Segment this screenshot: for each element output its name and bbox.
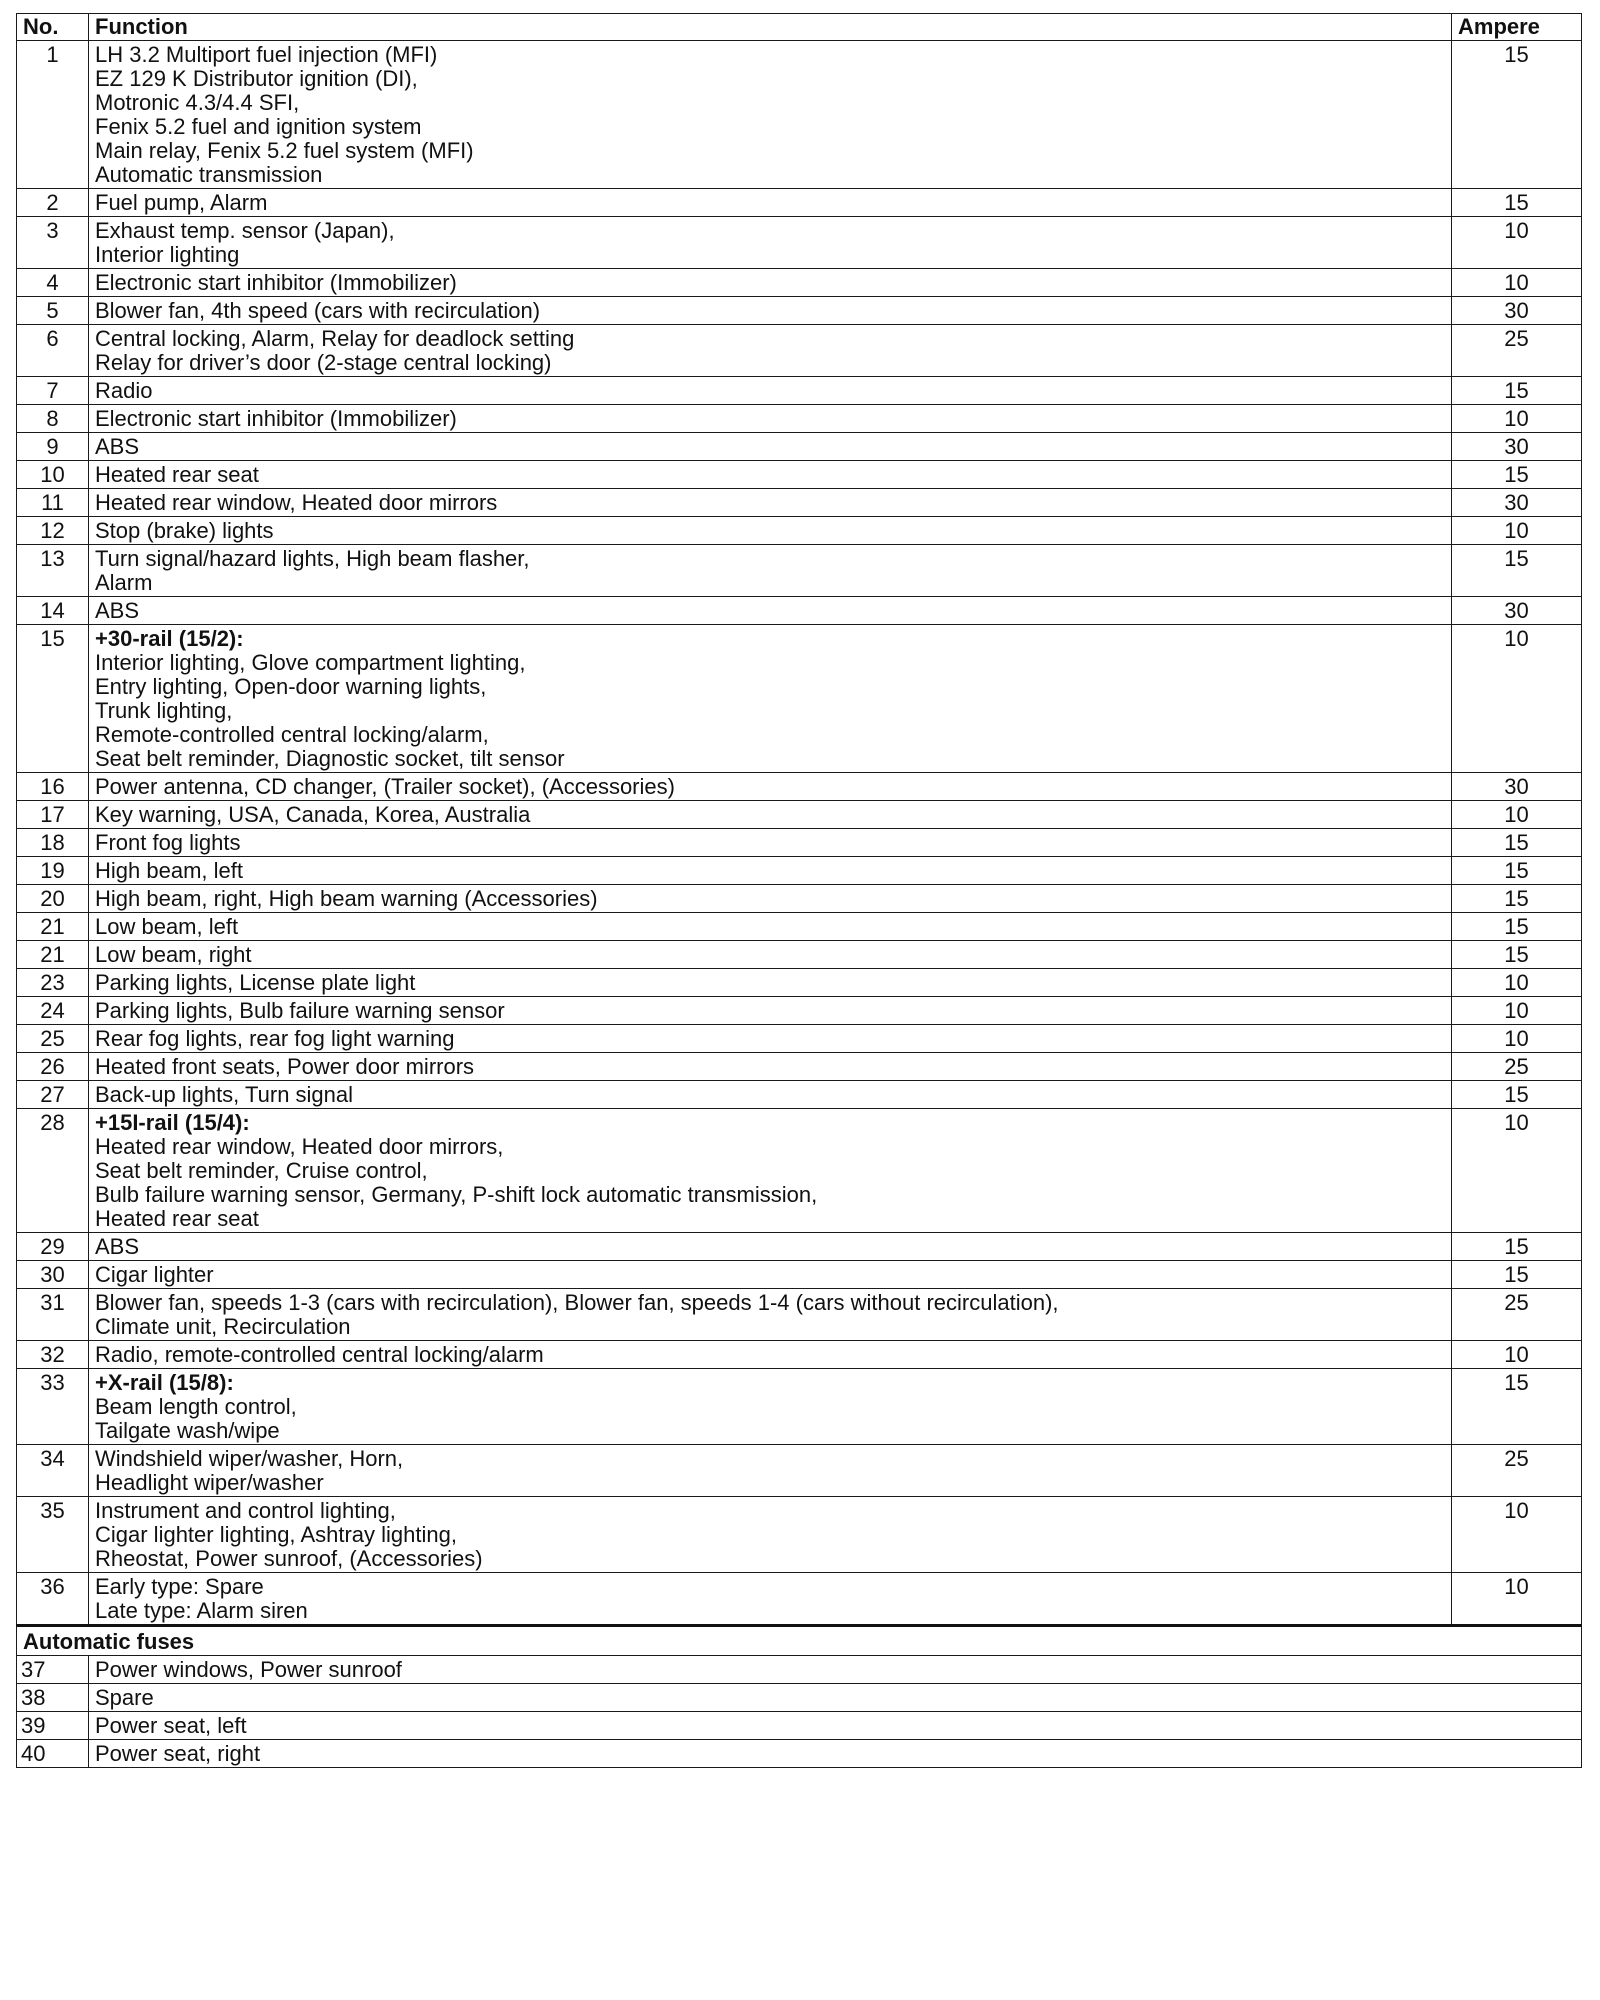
- fuse-function: [89, 189, 1452, 217]
- fuse-function: Spare: [89, 1684, 1582, 1712]
- function-line: Remote-controlled central locking/alarm,: [95, 722, 489, 747]
- function-line: Rheostat, Power sunroof, (Accessories): [95, 1546, 483, 1571]
- fuse-function: [89, 433, 1452, 461]
- function-line: ABS: [95, 434, 140, 459]
- fuse-rows: [17, 41, 1582, 1626]
- fuse-number: 25: [17, 1025, 89, 1053]
- table-row: [17, 1233, 1582, 1261]
- function-line: Motronic 4.3/4.4 SFI,: [95, 90, 300, 115]
- function-line: High beam, right, High beam warning (Accessories): [95, 886, 598, 911]
- fuse-ampere: 25: [1452, 1445, 1582, 1497]
- fuse-ampere: 15: [1452, 461, 1582, 489]
- header-ampere: Ampere: [1452, 14, 1582, 41]
- table-row: [17, 1081, 1582, 1109]
- fuse-number: 23: [17, 969, 89, 997]
- fuse-ampere: 15: [1452, 829, 1582, 857]
- fuse-number: 12: [17, 517, 89, 545]
- function-line: EZ 129 K Distributor ignition (DI),: [95, 66, 418, 91]
- fuse-table: [16, 13, 1582, 1768]
- table-row: [17, 997, 1582, 1025]
- fuse-number: 6: [17, 325, 89, 377]
- function-line: Tailgate wash/wipe: [95, 1418, 280, 1443]
- automatic-fuse-rows: [17, 1626, 1582, 1768]
- fuse-function: [89, 1341, 1452, 1369]
- fuse-function: [89, 461, 1452, 489]
- fuse-ampere: 10: [1452, 517, 1582, 545]
- function-line: Rear fog lights, rear fog light warning: [95, 1026, 455, 1051]
- fuse-number: 40: [17, 1740, 89, 1768]
- function-line: Central locking, Alarm, Relay for deadlock setting: [95, 326, 575, 351]
- fuse-function: [89, 489, 1452, 517]
- table-row: [17, 269, 1582, 297]
- fuse-ampere: 25: [1452, 325, 1582, 377]
- fuse-function: [89, 1025, 1452, 1053]
- fuse-ampere: 10: [1452, 1341, 1582, 1369]
- fuse-number: 38: [17, 1684, 89, 1712]
- function-line: Heated rear window, Heated door mirrors,: [95, 1134, 504, 1159]
- function-line: Turn signal/hazard lights, High beam flasher,: [95, 546, 530, 571]
- fuse-number: 8: [17, 405, 89, 433]
- fuse-ampere: 10: [1452, 1025, 1582, 1053]
- table-row: [17, 773, 1582, 801]
- fuse-number: 35: [17, 1497, 89, 1573]
- fuse-number: 36: [17, 1573, 89, 1626]
- fuse-number: 37: [17, 1656, 89, 1684]
- function-line: Radio: [95, 378, 153, 403]
- fuse-number: 39: [17, 1712, 89, 1740]
- table-row: [17, 1573, 1582, 1626]
- fuse-ampere: 30: [1452, 773, 1582, 801]
- fuse-function: [89, 1497, 1452, 1573]
- table-row: [17, 217, 1582, 269]
- fuse-number: 4: [17, 269, 89, 297]
- fuse-ampere: 15: [1452, 189, 1582, 217]
- function-line: Interior lighting: [95, 242, 240, 267]
- function-line: Back-up lights, Turn signal: [95, 1082, 354, 1107]
- fuse-ampere: 15: [1452, 857, 1582, 885]
- rail-heading: +30-rail (15/2):: [95, 626, 244, 651]
- fuse-number: 11: [17, 489, 89, 517]
- function-line: Electronic start inhibitor (Immobilizer): [95, 270, 457, 295]
- table-row: [17, 1289, 1582, 1341]
- table-row: [17, 1025, 1582, 1053]
- table-row: [17, 1740, 1582, 1768]
- fuse-function: [89, 773, 1452, 801]
- fuse-ampere: 15: [1452, 1261, 1582, 1289]
- fuse-ampere: 30: [1452, 433, 1582, 461]
- function-line: Relay for driver’s door (2-stage central locking): [95, 350, 552, 375]
- function-line: Blower fan, speeds 1-3 (cars with recirculation), Blower fan, speeds 1-4 (cars without recirculation),: [95, 1290, 1059, 1315]
- fuse-number: 26: [17, 1053, 89, 1081]
- fuse-function: [89, 41, 1452, 189]
- fuse-function: [89, 1445, 1452, 1497]
- fuse-number: 14: [17, 597, 89, 625]
- table-row: [17, 405, 1582, 433]
- fuse-function: [89, 597, 1452, 625]
- function-line: Alarm: [95, 570, 153, 595]
- fuse-ampere: 10: [1452, 969, 1582, 997]
- function-line: Heated front seats, Power door mirrors: [95, 1054, 475, 1079]
- function-line: Cigar lighter: [95, 1262, 214, 1287]
- fuse-function: [89, 801, 1452, 829]
- fuse-number: 27: [17, 1081, 89, 1109]
- function-line: Parking lights, License plate light: [95, 970, 416, 995]
- function-line: Fenix 5.2 fuel and ignition system: [95, 114, 422, 139]
- fuse-number: 1: [17, 41, 89, 189]
- function-line: Cigar lighter lighting, Ashtray lighting,: [95, 1522, 457, 1547]
- table-row: [17, 885, 1582, 913]
- fuse-number: 17: [17, 801, 89, 829]
- fuse-function: [89, 829, 1452, 857]
- function-line: Heated rear seat: [95, 1206, 259, 1231]
- fuse-function: [89, 1289, 1452, 1341]
- function-line: Fuel pump, Alarm: [95, 190, 268, 215]
- fuse-number: 5: [17, 297, 89, 325]
- header-function: Function: [89, 14, 1452, 41]
- fuse-number: 31: [17, 1289, 89, 1341]
- function-line: Early type: Spare: [95, 1574, 264, 1599]
- fuse-number: 13: [17, 545, 89, 597]
- function-line: Radio, remote-controlled central locking/alarm: [95, 1342, 544, 1367]
- function-line: Beam length control,: [95, 1394, 297, 1419]
- rail-heading: +X-rail (15/8):: [95, 1370, 234, 1395]
- fuse-ampere: 15: [1452, 545, 1582, 597]
- function-line: Climate unit, Recirculation: [95, 1314, 351, 1339]
- function-line: Stop (brake) lights: [95, 518, 274, 543]
- table-row: [17, 801, 1582, 829]
- function-line: Parking lights, Bulb failure warning sensor: [95, 998, 505, 1023]
- function-line: Interior lighting, Glove compartment lighting,: [95, 650, 526, 675]
- table-row: [17, 913, 1582, 941]
- function-line: Exhaust temp. sensor (Japan),: [95, 218, 395, 243]
- fuse-ampere: 10: [1452, 405, 1582, 433]
- fuse-number: 16: [17, 773, 89, 801]
- fuse-ampere: 10: [1452, 1573, 1582, 1626]
- fuse-function: [89, 1233, 1452, 1261]
- table-row: [17, 189, 1582, 217]
- fuse-function: [89, 1369, 1452, 1445]
- function-line: Late type: Alarm siren: [95, 1598, 308, 1623]
- fuse-function: [89, 517, 1452, 545]
- fuse-ampere: 15: [1452, 1369, 1582, 1445]
- function-line: Seat belt reminder, Diagnostic socket, tilt sensor: [95, 746, 565, 771]
- table-row: [17, 433, 1582, 461]
- fuse-function: [89, 1053, 1452, 1081]
- fuse-ampere: 10: [1452, 217, 1582, 269]
- fuse-ampere: 30: [1452, 297, 1582, 325]
- fuse-ampere: 25: [1452, 1289, 1582, 1341]
- fuse-function: [89, 885, 1452, 913]
- function-line: Key warning, USA, Canada, Korea, Australia: [95, 802, 531, 827]
- fuse-number: 29: [17, 1233, 89, 1261]
- table-row: [17, 1261, 1582, 1289]
- table-row: [17, 1369, 1582, 1445]
- fuse-ampere: 10: [1452, 269, 1582, 297]
- table-row: [17, 829, 1582, 857]
- function-line: ABS: [95, 598, 140, 623]
- fuse-number: 15: [17, 625, 89, 773]
- fuse-number: 10: [17, 461, 89, 489]
- table-row: [17, 41, 1582, 189]
- fuse-function: [89, 297, 1452, 325]
- fuse-number: 30: [17, 1261, 89, 1289]
- fuse-ampere: 30: [1452, 489, 1582, 517]
- fuse-function: [89, 377, 1452, 405]
- fuse-number: 24: [17, 997, 89, 1025]
- function-line: Entry lighting, Open-door warning lights,: [95, 674, 487, 699]
- fuse-number: 20: [17, 885, 89, 913]
- fuse-function: Power seat, right: [89, 1740, 1582, 1768]
- function-line: Heated rear seat: [95, 462, 259, 487]
- table-row: [17, 1656, 1582, 1684]
- function-line: Seat belt reminder, Cruise control,: [95, 1158, 428, 1183]
- fuse-ampere: 30: [1452, 597, 1582, 625]
- table-row: [17, 517, 1582, 545]
- function-line: Windshield wiper/washer, Horn,: [95, 1446, 404, 1471]
- function-line: ABS: [95, 1234, 140, 1259]
- automatic-section-title: Automatic fuses: [17, 1626, 1582, 1656]
- fuse-number: 33: [17, 1369, 89, 1445]
- table-row: [17, 377, 1582, 405]
- fuse-function: [89, 405, 1452, 433]
- fuse-ampere: 15: [1452, 1233, 1582, 1261]
- fuse-ampere: 10: [1452, 1497, 1582, 1573]
- table-row: [17, 597, 1582, 625]
- fuse-ampere: 10: [1452, 625, 1582, 773]
- fuse-number: 9: [17, 433, 89, 461]
- fuse-function: [89, 217, 1452, 269]
- table-row: [17, 625, 1582, 773]
- function-line: Automatic transmission: [95, 162, 323, 187]
- header-no: No.: [17, 14, 89, 41]
- fuse-function: [89, 997, 1452, 1025]
- fuse-function: [89, 325, 1452, 377]
- table-row: [17, 325, 1582, 377]
- table-row: [17, 941, 1582, 969]
- function-line: Front fog lights: [95, 830, 241, 855]
- table-row: [17, 1341, 1582, 1369]
- function-line: Headlight wiper/washer: [95, 1470, 324, 1495]
- fuse-function: [89, 1573, 1452, 1626]
- fuse-ampere: 10: [1452, 801, 1582, 829]
- table-row: [17, 1445, 1582, 1497]
- fuse-number: 32: [17, 1341, 89, 1369]
- fuse-function: [89, 1261, 1452, 1289]
- fuse-ampere: 15: [1452, 885, 1582, 913]
- function-line: Heated rear window, Heated door mirrors: [95, 490, 498, 515]
- fuse-number: 19: [17, 857, 89, 885]
- fuse-number: 2: [17, 189, 89, 217]
- fuse-function: [89, 857, 1452, 885]
- function-line: Main relay, Fenix 5.2 fuel system (MFI): [95, 138, 474, 163]
- table-row: [17, 489, 1582, 517]
- function-line: High beam, left: [95, 858, 243, 883]
- fuse-function: [89, 969, 1452, 997]
- fuse-number: 21: [17, 913, 89, 941]
- table-row: [17, 1684, 1582, 1712]
- function-line: Trunk lighting,: [95, 698, 233, 723]
- function-line: Low beam, left: [95, 914, 239, 939]
- table-row: [17, 1053, 1582, 1081]
- fuse-function: [89, 913, 1452, 941]
- table-row: [17, 1109, 1582, 1233]
- fuse-number: 28: [17, 1109, 89, 1233]
- fuse-number: 21: [17, 941, 89, 969]
- table-row: [17, 1712, 1582, 1740]
- fuse-ampere: 10: [1452, 1109, 1582, 1233]
- fuse-number: 3: [17, 217, 89, 269]
- fuse-function: [89, 941, 1452, 969]
- table-row: [17, 857, 1582, 885]
- function-line: Low beam, right: [95, 942, 252, 967]
- fuse-function: Power seat, left: [89, 1712, 1582, 1740]
- table-row: [17, 545, 1582, 597]
- fuse-ampere: 15: [1452, 941, 1582, 969]
- function-line: Bulb failure warning sensor, Germany, P-shift lock automatic transmission,: [95, 1182, 818, 1207]
- fuse-function: [89, 625, 1452, 773]
- fuse-ampere: 15: [1452, 377, 1582, 405]
- fuse-function: [89, 269, 1452, 297]
- table-row: [17, 1497, 1582, 1573]
- function-line: Electronic start inhibitor (Immobilizer): [95, 406, 457, 431]
- fuse-ampere: 10: [1452, 997, 1582, 1025]
- table-row: [17, 297, 1582, 325]
- function-line: Blower fan, 4th speed (cars with recirculation): [95, 298, 541, 323]
- fuse-ampere: 25: [1452, 1053, 1582, 1081]
- fuse-ampere: 15: [1452, 913, 1582, 941]
- table-row: [17, 969, 1582, 997]
- automatic-section-header: [17, 1626, 1582, 1656]
- function-line: Power antenna, CD changer, (Trailer socket), (Accessories): [95, 774, 675, 799]
- fuse-ampere: 15: [1452, 1081, 1582, 1109]
- function-line: Instrument and control lighting,: [95, 1498, 396, 1523]
- fuse-function: [89, 545, 1452, 597]
- fuse-ampere: 15: [1452, 41, 1582, 189]
- function-line: LH 3.2 Multiport fuel injection (MFI): [95, 42, 438, 67]
- fuse-function: [89, 1109, 1452, 1233]
- fuse-number: 18: [17, 829, 89, 857]
- fuse-number: 34: [17, 1445, 89, 1497]
- rail-heading: +15I-rail (15/4):: [95, 1110, 250, 1135]
- header-row: [17, 14, 1582, 41]
- fuse-function: [89, 1081, 1452, 1109]
- fuse-number: 7: [17, 377, 89, 405]
- table-row: [17, 461, 1582, 489]
- fuse-function: Power windows, Power sunroof: [89, 1656, 1582, 1684]
